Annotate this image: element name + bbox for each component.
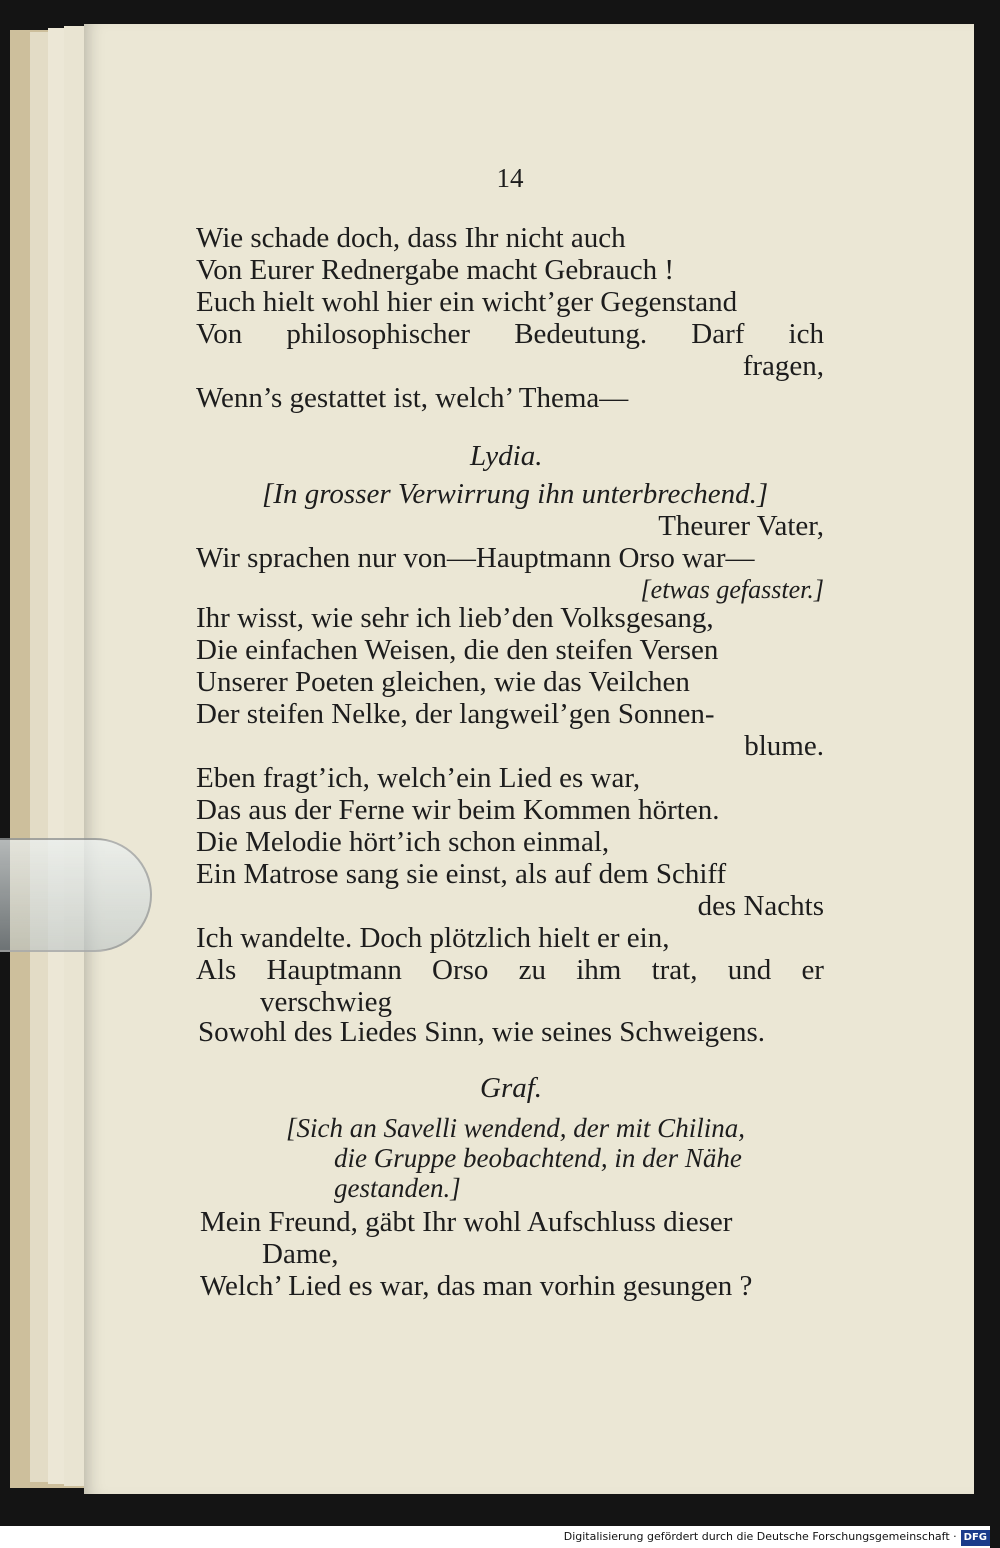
verse-line: Wenn’s gestattet ist, welch’ Thema—: [196, 382, 629, 414]
verse-line: Die Melodie hört’ich schon einmal,: [196, 826, 610, 858]
verse-line: Wir sprachen nur von—Hauptmann Orso war—: [196, 542, 755, 574]
verse-line: Euch hielt wohl hier ein wicht’ger Gegenstand: [196, 286, 738, 318]
word: Hauptmann: [266, 954, 402, 986]
word: ihm: [576, 954, 622, 986]
word: Von: [196, 318, 243, 350]
digitization-footer: [0, 1526, 990, 1548]
word: er: [801, 954, 824, 986]
verse-line: Sowohl des Liedes Sinn, wie seines Schweigens.: [198, 1016, 766, 1048]
word: Orso: [432, 954, 489, 986]
word: philosophischer: [286, 318, 471, 350]
verse-line: Der steifen Nelke, der langweil’gen Sonnen-: [196, 698, 715, 730]
verse-line: Eben fragt’ich, welch’ein Lied es war,: [196, 762, 641, 794]
verse-line: Das aus der Ferne wir beim Kommen hörten.: [196, 794, 720, 826]
verse-line: Welch’ Lied es war, das man vorhin gesungen ?: [200, 1270, 753, 1302]
speaker-name: Lydia.: [470, 440, 543, 472]
verse-line: Unserer Poeten gleichen, wie das Veilchen: [196, 666, 690, 698]
verse-line: Die einfachen Weisen, die den steifen Versen: [196, 634, 719, 666]
speaker-name: Graf.: [480, 1072, 543, 1104]
verse-line: Ein Matrose sang sie einst, als auf dem Schiff: [196, 858, 727, 890]
word: Bedeutung.: [514, 318, 648, 350]
word: zu: [518, 954, 547, 986]
footer-text: Digitalisierung gefördert durch die Deutsche Forschungsgemeinschaft ·: [563, 1530, 957, 1543]
verse-line: verschwieg: [260, 986, 393, 1018]
verse-line: [196, 954, 824, 986]
stage-direction: gestanden.]: [334, 1173, 461, 1203]
stage-direction: [In grosser Verwirrung ihn unterbrechend.]: [262, 478, 769, 510]
word: Als: [196, 954, 237, 986]
word: ich: [788, 318, 824, 350]
verse-line: Dame,: [262, 1238, 339, 1270]
page-number: 14: [496, 163, 524, 193]
verse-line: Mein Freund, gäbt Ihr wohl Aufschluss dieser: [200, 1206, 733, 1238]
stage-direction: [etwas gefasster.]: [640, 575, 824, 604]
verse-line: des Nachts: [697, 890, 824, 922]
verse-line: Ihr wisst, wie sehr ich lieb’den Volksgesang,: [196, 602, 714, 634]
stage-direction: [Sich an Savelli wendend, der mit Chilina,: [286, 1113, 745, 1143]
dfg-logo: DFG: [961, 1530, 990, 1546]
word: trat,: [651, 954, 698, 986]
verse-line: [196, 318, 824, 350]
verse-line: Ich wandelte. Doch plötzlich hielt er ein,: [196, 922, 670, 954]
verse-line: Von Eurer Rednergabe macht Gebrauch !: [196, 254, 675, 286]
verse-line: blume.: [744, 730, 824, 762]
verse-line: fragen,: [742, 350, 824, 382]
verse-line: Wie schade doch, dass Ihr nicht auch: [196, 222, 626, 254]
stage-direction: die Gruppe beobachtend, in der Nähe: [334, 1143, 742, 1173]
word: und: [727, 954, 772, 986]
verse-line: Theurer Vater,: [658, 510, 824, 542]
word: Darf: [691, 318, 745, 350]
